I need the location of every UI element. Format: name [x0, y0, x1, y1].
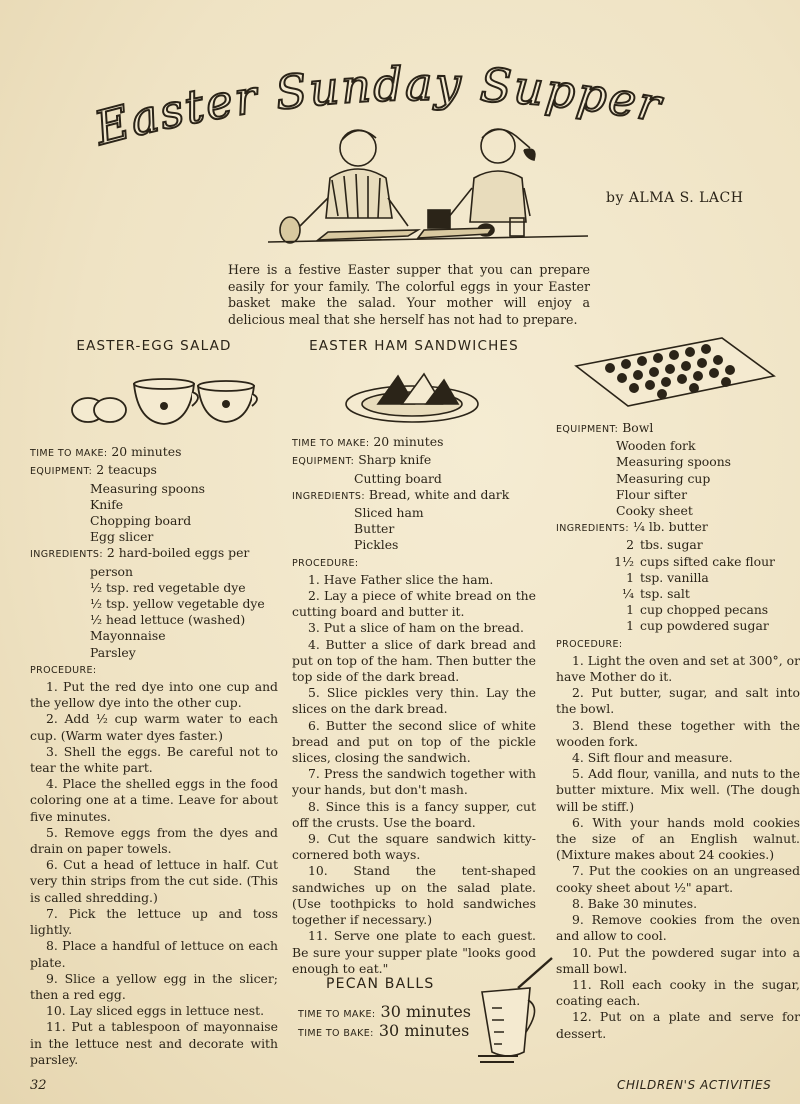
ingredient-amount: 1 — [626, 569, 634, 585]
procedure-step: 7. Press the sandwich together with your hands, but don't mash. — [292, 766, 536, 798]
ingredient-item: ½ tsp. yellow vegetable dye — [90, 596, 265, 612]
time-label: TIME TO MAKE: — [298, 1009, 376, 1020]
procedure-step: 8. Bake 30 minutes. — [572, 895, 698, 911]
time-value: 20 minutes — [111, 444, 182, 460]
procedure-step: 3. Blend these together with the wooden fork. — [556, 717, 800, 749]
procedure-label: PROCEDURE: — [556, 638, 623, 650]
procedure-step: 1. Put the red dye into one cup and the yellow dye into the other cup. — [30, 679, 278, 711]
ingredients-label: INGREDIENTS: — [30, 549, 103, 561]
ingredient-item: Butter — [354, 521, 395, 537]
procedure-step: 11. Put a tablespoon of mayonnaise in the lettuce nest and decorate with parsley. — [30, 1019, 278, 1067]
ham-heading: EASTER HAM SANDWICHES — [309, 338, 519, 354]
ingredient-item: Parsley — [90, 644, 136, 660]
children-cooking-illustration — [268, 118, 588, 258]
pecan-ingredient-row — [556, 537, 800, 553]
procedure-step: 4. Place the shelled eggs in the food coloring one at a time. Leave for about five minutes. — [30, 776, 278, 824]
procedure-step: 8. Place a handful of lettuce on each plate. — [30, 938, 278, 970]
ingredient-item: person — [90, 563, 133, 579]
equipment-item: 2 teacups — [96, 462, 157, 478]
pecan-ingredient-row — [556, 570, 800, 586]
intro-paragraph: Here is a festive Easter supper that you can prepare easily for your family. The colorful eggs in your Easter basket make the salad. Your mother will enjoy a delicious meal that she herself has not had to prepare. — [228, 262, 590, 327]
section-footer: CHILDREN'S ACTIVITIES — [617, 1078, 772, 1092]
time-value: 30 minutes — [378, 1021, 470, 1040]
measuring-cup-illustration — [478, 956, 560, 1066]
ingredient-amount: 1 — [626, 602, 634, 618]
procedure-step: 4. Sift flour and measure. — [572, 750, 733, 766]
ingredient-item: tbs. sugar — [640, 537, 703, 553]
ingredient-item: cup powdered sugar — [640, 618, 769, 634]
page-number: 32 — [30, 1078, 47, 1093]
equipment-item: Measuring cup — [616, 470, 711, 486]
pecan-heading: PECAN BALLS — [326, 976, 435, 992]
procedure-step: 10. Put the powdered sugar into a small bowl. — [556, 944, 800, 976]
procedure-step: 1. Light the oven and set at 300°, or have Mother do it. — [556, 652, 800, 685]
sandwich-plate-illustration — [342, 364, 482, 426]
ingredient-item: 2 hard-boiled eggs per — [106, 545, 250, 561]
salad-ingredients-row — [30, 545, 278, 563]
equipment-item: Bowl — [622, 420, 654, 435]
procedure-step: 4. Butter a slice of dark bread and put on top of the ham. Then butter the top side of the dark bread. — [292, 636, 536, 685]
procedure-step: 5. Slice pickles very thin. Lay the slices on the dark bread. — [292, 685, 536, 717]
procedure-label: PROCEDURE: — [30, 664, 97, 676]
ingredient-amount: 1 — [626, 618, 634, 634]
author-byline: by ALMA S. LACH — [606, 190, 744, 206]
ingredient-item: cups sifted cake flour — [640, 553, 775, 569]
equipment-item: Flour sifter — [616, 486, 688, 502]
procedure-step: 9. Slice a yellow egg in the slicer; then a red egg. — [30, 970, 278, 1002]
time-value: 20 minutes — [373, 434, 444, 450]
ingredient-item: ½ tsp. red vegetable dye — [90, 579, 246, 595]
equipment-item: Wooden fork — [616, 438, 696, 454]
ham-time-row — [292, 434, 536, 452]
title-text: Easter Sunday Supper — [90, 56, 667, 156]
ingredients-label: INGREDIENTS: — [292, 490, 365, 502]
pecan-bake-row — [298, 1021, 498, 1040]
salad-time-row — [30, 444, 278, 462]
cookie-sheet-illustration — [572, 330, 778, 410]
procedure-step: 10. Lay sliced eggs in lettuce nest. — [46, 1003, 265, 1019]
procedure-step: 7. Put the cookies on an ungreased cooky sheet about ½" apart. — [556, 863, 800, 895]
procedure-step: 11. Serve one plate to each guest. Be sure your supper plate "looks good enough to eat." — [292, 928, 536, 976]
ingredient-amount: 1½ — [614, 553, 634, 569]
ingredient-amount: ¼ — [632, 519, 645, 535]
ham-ingredients-row — [292, 487, 536, 505]
equipment-item: Cutting board — [354, 470, 442, 486]
pecan-ingredient-row — [556, 602, 800, 618]
procedure-step: 1. Have Father slice the ham. — [308, 571, 494, 587]
procedure-step: 6. Cut a head of lettuce in half. Cut very thin strips from the cut side. (This is called shredding.) — [30, 857, 278, 905]
procedure-step: 9. Remove cookies from the oven and allow to cool. — [556, 912, 800, 944]
ingredient-item: Bread, white and dark — [368, 486, 510, 502]
procedure-step: 6. Butter the second slice of white bread and put on top of the pickle slices, closing the sandwich. — [292, 717, 536, 766]
ingredient-item: tsp. vanilla — [640, 569, 709, 585]
procedure-step: 3. Shell the eggs. Be careful not to tear the white part. — [30, 743, 278, 776]
procedure-step: 2. Put butter, sugar, and salt into the bowl. — [556, 685, 800, 717]
pecan-ingredient-row — [556, 554, 800, 570]
procedure-label: PROCEDURE: — [292, 557, 359, 569]
equipment-item: Knife — [90, 496, 124, 512]
equipment-label: EQUIPMENT: — [30, 466, 93, 478]
equipment-item: Measuring spoons — [90, 480, 206, 496]
ingredient-item: ½ head lettuce (washed) — [90, 612, 246, 628]
ingredient-amount: ¼ — [621, 586, 634, 602]
procedure-step: 8. Since this is a fancy supper, cut off the crusts. Use the board. — [292, 798, 536, 830]
pecan-equipment-row — [556, 420, 800, 438]
salad-heading: EASTER-EGG SALAD — [76, 338, 232, 354]
time-label: TIME TO BAKE: — [298, 1028, 374, 1039]
time-label: TIME TO MAKE: — [292, 438, 370, 450]
time-value: 30 minutes — [380, 1002, 471, 1021]
procedure-step: 5. Add flour, vanilla, and nuts to the butter mixture. Mix well. (The dough will be stiff.) — [556, 766, 800, 814]
pecan-ingredient-row — [556, 519, 800, 537]
equipment-item: Chopping board — [90, 513, 192, 529]
ham-equipment-row — [292, 452, 536, 470]
pecan-balls-recipe — [556, 420, 800, 1042]
pecan-ingredient-row — [556, 618, 800, 634]
ingredient-item: Sliced ham — [354, 505, 424, 521]
equipment-item: Measuring spoons — [616, 454, 732, 470]
salad-equipment-row — [30, 462, 278, 480]
equipment-label: EQUIPMENT: — [292, 456, 355, 468]
ingredient-amount: 2 — [626, 537, 634, 553]
pecan-ingredient-row — [556, 586, 800, 602]
time-label: TIME TO MAKE: — [30, 448, 108, 460]
equipment-item: Egg slicer — [90, 529, 154, 545]
ingredient-item: cup chopped pecans — [640, 602, 769, 618]
pecan-balls-header — [298, 976, 498, 1040]
equipment-item: Cooky sheet — [616, 503, 693, 519]
equipment-label: EQUIPMENT: — [556, 424, 619, 435]
procedure-step: 12. Put on a plate and serve for dessert. — [556, 1009, 800, 1041]
procedure-step: 2. Lay a piece of white bread on the cutting board and butter it. — [292, 588, 536, 620]
procedure-step: 10. Stand the tent-shaped sandwiches up on the salad plate. (Use toothpicks to hold sandwiches together if necessary.) — [292, 863, 536, 928]
ingredient-item: Mayonnaise — [90, 628, 166, 644]
ingredient-item: lb. butter — [648, 519, 708, 535]
ham-sandwich-recipe — [292, 338, 536, 977]
ingredient-item: Pickles — [354, 537, 399, 553]
procedure-step: 5. Remove eggs from the dyes and drain on paper towels. — [30, 824, 278, 857]
ingredient-item: tsp. salt — [640, 586, 690, 602]
procedure-step: 7. Pick the lettuce up and toss lightly. — [30, 905, 278, 938]
procedure-step: 9. Cut the square sandwich kitty-cornered both ways. — [292, 831, 536, 863]
ingredients-label: INGREDIENTS: — [556, 523, 629, 535]
salad-recipe — [30, 338, 278, 1068]
pecan-make-row — [298, 1002, 498, 1021]
procedure-step: 11. Roll each cooky in the sugar, coating each. — [556, 976, 800, 1009]
equipment-item: Sharp knife — [358, 452, 432, 468]
procedure-step: 6. With your hands mold cookies the size of an English walnut. (Mixture makes about 24 cookies.) — [556, 814, 800, 863]
procedure-step: 2. Add ½ cup warm water to each cup. (Warm water dyes faster.) — [30, 711, 278, 743]
procedure-step: 3. Put a slice of ham on the bread. — [308, 620, 524, 636]
eggs-and-teacups-illustration — [68, 366, 258, 436]
